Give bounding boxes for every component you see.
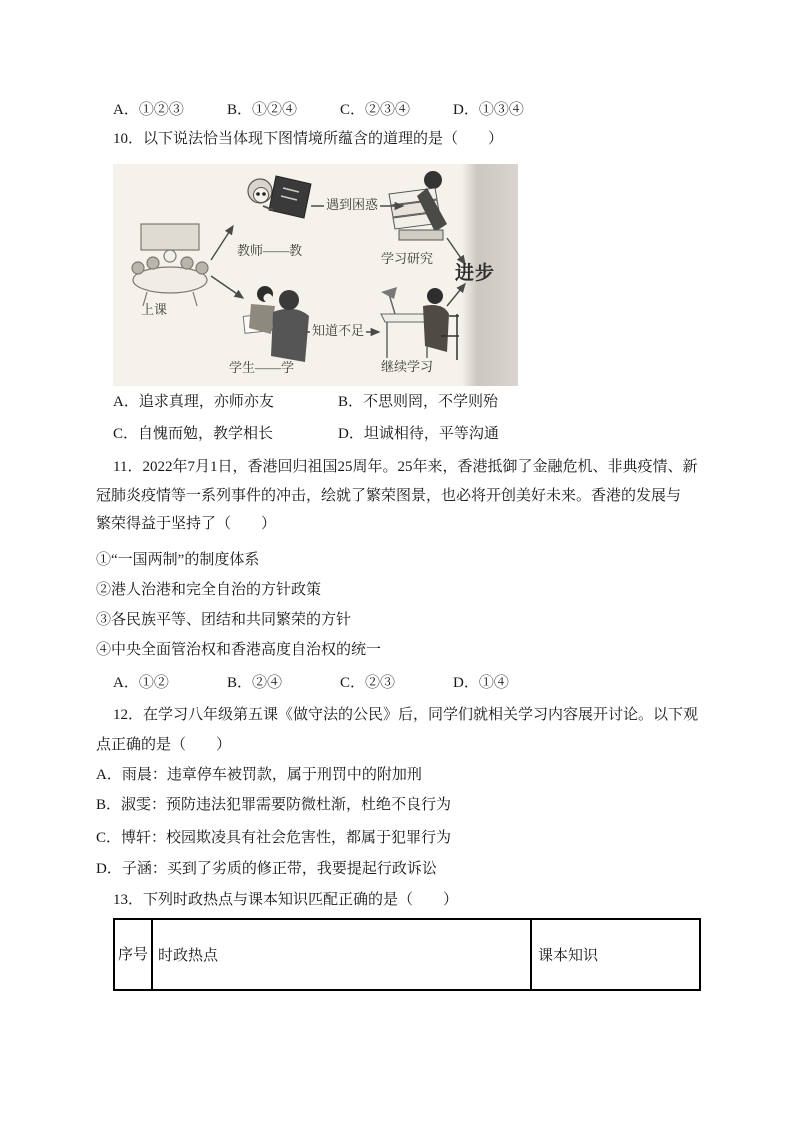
q11-option-b: B．②④ <box>227 675 283 691</box>
q11-item-4: ④中央全面管治权和香港高度自治权的统一 <box>96 642 382 658</box>
label-class-session: 上课 <box>141 302 168 317</box>
q12-stem-line-1: 12．在学习八年级第五课《做守法的公民》后，同学们就相关学习内容展开讨论。以下观 <box>113 707 699 723</box>
q11-stem-line-3: 繁荣得益于坚持了（ ） <box>96 516 277 532</box>
label-encounter-confusion: 遇到困惑 <box>326 197 379 212</box>
q10-diagram-photo <box>113 164 518 386</box>
q11-item-3: ③各民族平等、团结和共同繁荣的方针 <box>96 612 352 628</box>
q13-table-header-row <box>114 919 700 990</box>
q12-option-b: B．淑雯：预防违法犯罪需要防微杜渐，杜绝不良行为 <box>96 797 452 813</box>
classroom-sketch <box>132 224 208 306</box>
q12-option-a: A．雨晨：违章停车被罚款，属于刑罚中的附加刑 <box>96 767 422 783</box>
q10-option-b: B．不思则罔，不学则殆 <box>338 394 499 410</box>
top-option-b: B．①②④ <box>227 102 298 118</box>
label-student-learn: 学生——学 <box>229 360 295 375</box>
q12-option-c: C．博轩：校园欺凌具有社会危害性，都属于犯罪行为 <box>96 830 452 846</box>
students-sketch <box>243 286 309 362</box>
teacher-sketch <box>248 176 311 218</box>
q13-table-header-index: 序号 <box>114 919 152 990</box>
q13-table-header-hot-topic: 时政热点 <box>152 919 531 990</box>
q10-option-d: D．坦诚相待，平等沟通 <box>338 426 499 442</box>
q12-option-d: D．子涵：买到了劣质的修正带，我要提起行政诉讼 <box>96 861 437 877</box>
q11-stem-line-2: 冠肺炎疫情等一系列事件的冲击，绘就了繁荣图景，也必将开创美好未来。香港的发展与 <box>96 488 682 504</box>
q10-option-c: C．自愧而勉，教学相长 <box>113 426 274 442</box>
q13-table-header-textbook-knowledge: 课本知识 <box>531 919 700 990</box>
q12-stem-line-2: 点正确的是（ ） <box>96 737 232 753</box>
q11-stem-line-1: 11．2022年7月1日，香港回归祖国25周年。25年来，香港抵御了金融危机、非典疫情、新 <box>113 459 698 475</box>
top-option-a: A．①②③ <box>113 102 184 118</box>
label-know-insufficiency: 知道不足 <box>312 323 365 338</box>
label-progress: 进步 <box>455 263 496 284</box>
q13-stem: 13．下列时政热点与课本知识匹配正确的是（ ） <box>113 892 459 908</box>
q11-option-a: A．①② <box>113 675 169 691</box>
q11-item-1: ①“一国两制”的制度体系 <box>96 552 260 568</box>
q13-table <box>113 918 701 991</box>
top-option-c: C．②③④ <box>340 102 411 118</box>
label-study-research: 学习研究 <box>381 251 434 266</box>
q11-option-d: D．①④ <box>453 675 509 691</box>
continue-learning-sketch <box>381 287 459 360</box>
top-option-d: D．①③④ <box>453 102 524 118</box>
q10-stem: 10．以下说法恰当体现下图情境所蕴含的道理的是（ ） <box>113 131 504 147</box>
label-continue-learning: 继续学习 <box>381 359 434 374</box>
q11-option-c: C．②③ <box>340 675 396 691</box>
label-teacher-teach: 教师——教 <box>237 243 303 258</box>
q10-option-a: A．追求真理，亦师亦友 <box>113 394 274 410</box>
q11-item-2: ②港人治港和完全自治的方针政策 <box>96 582 322 598</box>
